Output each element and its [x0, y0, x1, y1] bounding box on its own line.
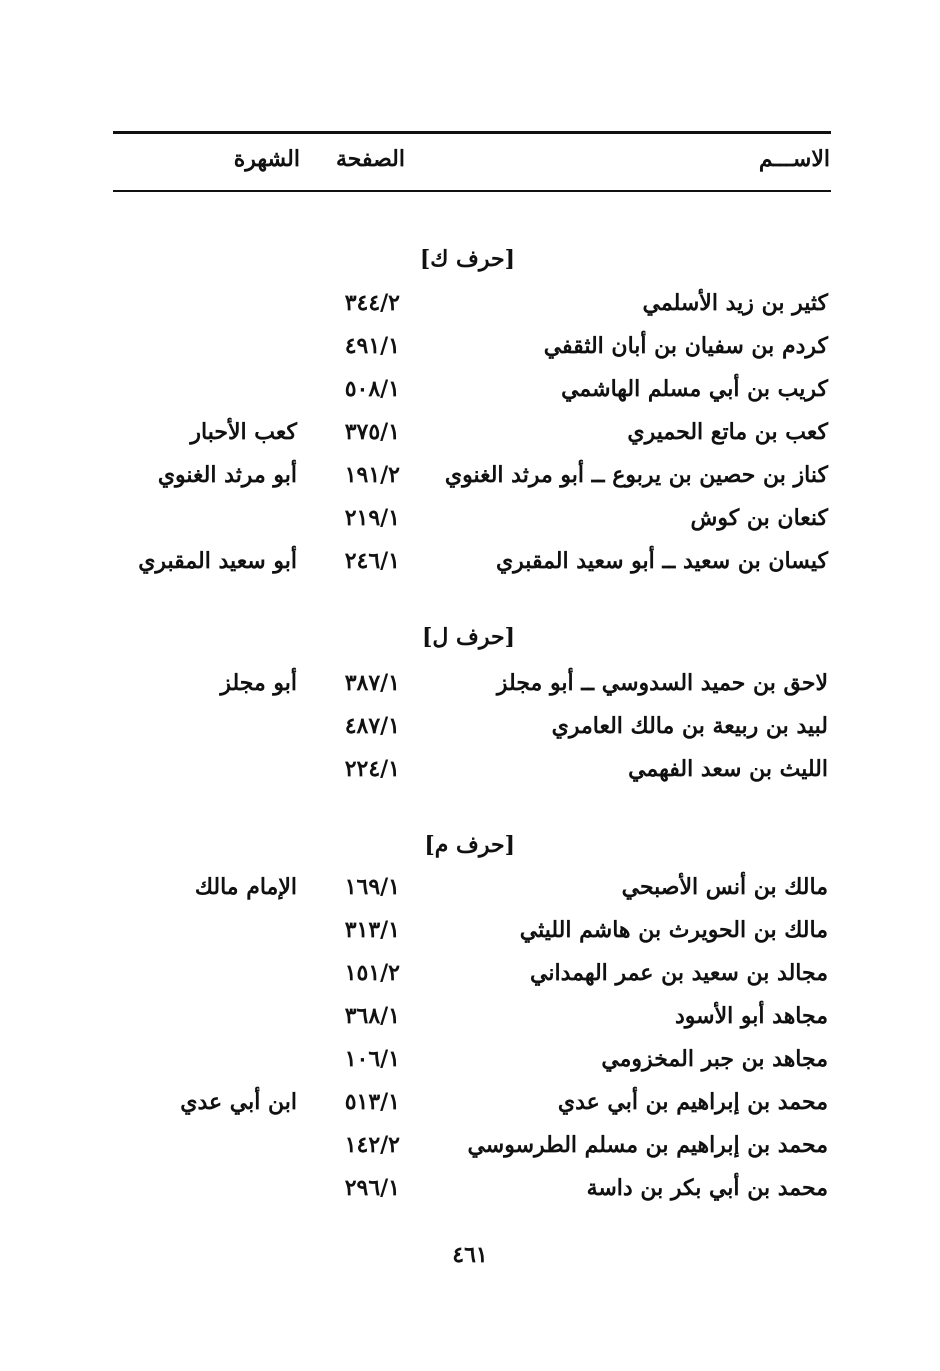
entry-page: ١٥١/٢ [344, 960, 400, 986]
index-row [0, 333, 940, 373]
page-number: ٤٦١ [452, 1242, 488, 1268]
entry-name: كثير بن زيد الأسلمي [642, 290, 828, 316]
index-row [0, 756, 940, 796]
index-row [0, 1089, 940, 1129]
entry-page: ١٠٦/١ [344, 1046, 400, 1072]
index-row [0, 1046, 940, 1086]
section-title-kaf: [حرف ك] [419, 246, 515, 272]
entry-page: ٢٤٦/١ [344, 548, 400, 574]
entry-fame: أبو مجلز [220, 670, 297, 696]
entry-name: مالك بن أنس الأصبحي [621, 874, 828, 900]
entry-name: كريب بن أبي مسلم الهاشمي [561, 376, 828, 402]
column-header-fame: الشهرة [233, 146, 300, 172]
section-title-lam: [حرف ل] [421, 624, 515, 650]
entry-name: محمد بن إبراهيم بن أبي عدي [557, 1089, 828, 1115]
index-row [0, 1175, 940, 1215]
section-title-mim: [حرف م] [424, 832, 515, 858]
entry-name: كناز بن حصين بن يربوع ــ أبو مرثد الغنوي [444, 462, 828, 488]
entry-page: ٣٤٤/٢ [344, 290, 400, 316]
entry-fame: كعب الأحبار [190, 419, 297, 445]
entry-name: الليث بن سعد الفهمي [628, 756, 828, 782]
entry-fame: ابن أبي عدي [180, 1089, 297, 1115]
index-row [0, 376, 940, 416]
entry-page: ٢٢٤/١ [344, 756, 400, 782]
index-row [0, 960, 940, 1000]
entry-fame: أبو سعيد المقبري [138, 548, 297, 574]
entry-fame: أبو مرثد الغنوي [157, 462, 297, 488]
entry-page: ٣١٣/١ [344, 917, 400, 943]
entry-name: كنعان بن كوش [690, 505, 828, 531]
index-row [0, 290, 940, 330]
index-row [0, 670, 940, 710]
entry-name: محمد بن إبراهيم بن مسلم الطرسوسي [467, 1132, 828, 1158]
header-bottom-rule [113, 190, 831, 192]
index-row [0, 505, 940, 545]
index-row [0, 713, 940, 753]
entry-name: مجالد بن سعيد بن عمر الهمداني [530, 960, 828, 986]
entry-page: ٣٦٨/١ [344, 1003, 400, 1029]
index-row [0, 548, 940, 588]
column-header-name: الاســـم [758, 146, 830, 172]
index-row [0, 1132, 940, 1172]
entry-name: مالك بن الحويرث بن هاشم الليثي [519, 917, 828, 943]
entry-name: كردم بن سفيان بن أبان الثقفي [543, 333, 828, 359]
entry-name: مجاهد أبو الأسود [674, 1003, 828, 1029]
header-top-rule [113, 131, 831, 134]
index-row [0, 419, 940, 459]
entry-page: ٣٧٥/١ [344, 419, 400, 445]
entry-name: مجاهد بن جبر المخزومي [601, 1046, 828, 1072]
entry-name: كيسان بن سعيد ــ أبو سعيد المقبري [495, 548, 828, 574]
entry-page: ٤٨٧/١ [344, 713, 400, 739]
entry-page: ٢١٩/١ [344, 505, 400, 531]
entry-name: لاحق بن حميد السدوسي ــ أبو مجلز [496, 670, 828, 696]
entry-page: ٢٩٦/١ [344, 1175, 400, 1201]
entry-page: ١٤٢/٢ [344, 1132, 400, 1158]
index-row [0, 874, 940, 914]
entry-name: محمد بن أبي بكر بن داسة [586, 1175, 828, 1201]
entry-fame: الإمام مالك [194, 874, 297, 900]
entry-name: كعب بن ماتع الحميري [627, 419, 828, 445]
entry-page: ١٩١/٢ [344, 462, 400, 488]
entry-name: لبيد بن ربيعة بن مالك العامري [551, 713, 828, 739]
entry-page: ٤٩١/١ [344, 333, 400, 359]
column-header-page: الصفحة [335, 146, 405, 172]
entry-page: ١٦٩/١ [344, 874, 400, 900]
index-row [0, 917, 940, 957]
entry-page: ٥٠٨/١ [344, 376, 400, 402]
entry-page: ٥١٣/١ [344, 1089, 400, 1115]
index-row [0, 462, 940, 502]
index-row [0, 1003, 940, 1043]
entry-page: ٣٨٧/١ [344, 670, 400, 696]
